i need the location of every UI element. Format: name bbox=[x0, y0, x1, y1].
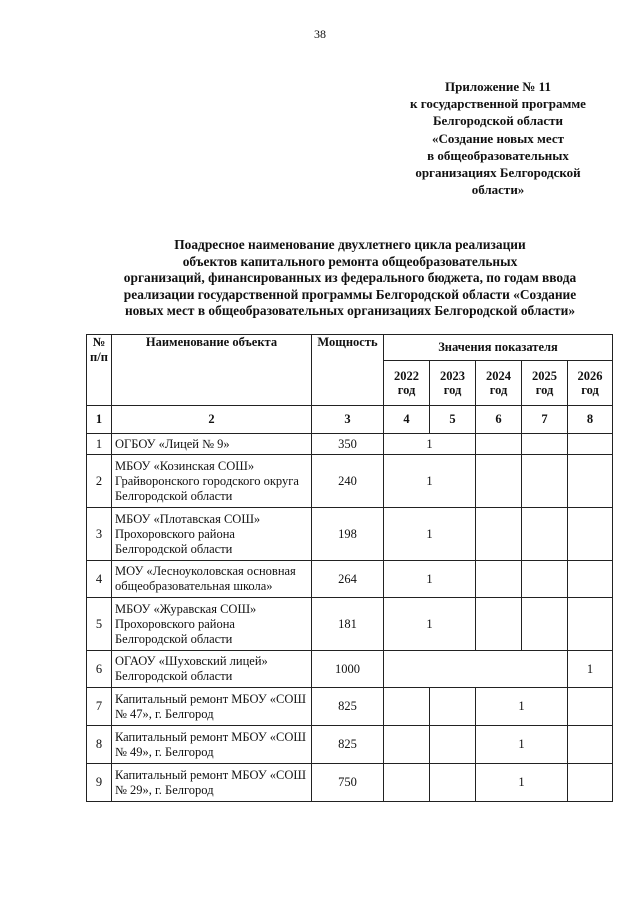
table-row bbox=[87, 508, 613, 561]
year-unit: год bbox=[397, 383, 416, 397]
appendix-line: в общеобразовательных bbox=[427, 147, 569, 163]
title-line: организаций, финансированных из федерального бюджета, по годам ввода bbox=[123, 270, 577, 286]
value-2022-2023: 1 bbox=[384, 434, 476, 455]
column-numbers-row bbox=[87, 406, 613, 434]
year-unit: год bbox=[489, 383, 508, 397]
year-label: 2022 bbox=[394, 369, 419, 383]
header-num: № п/п bbox=[87, 335, 112, 406]
empty-cell bbox=[568, 598, 613, 651]
appendix-line: Приложение № 11 bbox=[445, 79, 551, 94]
value-2024-2025: 1 bbox=[476, 764, 568, 802]
row-num: 9 bbox=[87, 764, 112, 802]
capacity: 240 bbox=[312, 455, 384, 508]
row-num: 7 bbox=[87, 688, 112, 726]
row-num: 6 bbox=[87, 651, 112, 688]
value-2022-2023: 1 bbox=[384, 455, 476, 508]
header-name: Наименование объекта bbox=[112, 335, 312, 406]
header-year-2026 bbox=[568, 361, 613, 406]
empty-cell bbox=[430, 726, 476, 764]
objects-table bbox=[86, 334, 613, 802]
column-number: 3 bbox=[312, 406, 384, 434]
value-2022-2023: 1 bbox=[384, 561, 476, 598]
column-number: 6 bbox=[476, 406, 522, 434]
table-row bbox=[87, 434, 613, 455]
document-title bbox=[100, 237, 600, 320]
value-2022-2023: 1 bbox=[384, 598, 476, 651]
empty-cell bbox=[476, 561, 522, 598]
object-name: Капитальный ремонт МБОУ «СОШ № 49», г. Белгород bbox=[112, 726, 312, 764]
object-name: МОУ «Лесноуколовская основная общеобразовательная школа» bbox=[112, 561, 312, 598]
table-row bbox=[87, 598, 613, 651]
column-number: 5 bbox=[430, 406, 476, 434]
capacity: 181 bbox=[312, 598, 384, 651]
empty-cell bbox=[384, 726, 430, 764]
object-name: МБОУ «Плотавская СОШ» Прохоровского района Белгородской области bbox=[112, 508, 312, 561]
value-2022-2023: 1 bbox=[384, 508, 476, 561]
object-name: Капитальный ремонт МБОУ «СОШ № 47», г. Белгород bbox=[112, 688, 312, 726]
header-year-2023 bbox=[430, 361, 476, 406]
empty-cell bbox=[522, 455, 568, 508]
header-row bbox=[87, 335, 613, 361]
row-num: 4 bbox=[87, 561, 112, 598]
value-2024-2025: 1 bbox=[476, 726, 568, 764]
empty-cell bbox=[522, 561, 568, 598]
header-capacity: Мощность bbox=[312, 335, 384, 406]
appendix-line: организациях Белгородской bbox=[415, 165, 581, 181]
table-row bbox=[87, 455, 613, 508]
table-row bbox=[87, 726, 613, 764]
empty-cell bbox=[476, 455, 522, 508]
row-num: 1 bbox=[87, 434, 112, 455]
column-number: 8 bbox=[568, 406, 613, 434]
empty-cell bbox=[522, 434, 568, 455]
title-line: Поадресное наименование двухлетнего цикла реализации bbox=[174, 237, 526, 252]
capacity: 350 bbox=[312, 434, 384, 455]
appendix-line: к государственной программе bbox=[410, 96, 586, 112]
capacity: 264 bbox=[312, 561, 384, 598]
header-year-2022 bbox=[384, 361, 430, 406]
title-line: объектов капитального ремонта общеобразовательных bbox=[182, 253, 518, 269]
empty-cell bbox=[430, 688, 476, 726]
row-num: 5 bbox=[87, 598, 112, 651]
capacity: 825 bbox=[312, 688, 384, 726]
year-unit: год bbox=[535, 383, 554, 397]
empty-cell bbox=[476, 434, 522, 455]
title-line: новых мест в общеобразовательных организациях Белгородской области» bbox=[124, 303, 576, 319]
empty-cell bbox=[476, 598, 522, 651]
table-row bbox=[87, 688, 613, 726]
object-name: ОГАОУ «Шуховский лицей» Белгородской области bbox=[112, 651, 312, 688]
year-label: 2026 bbox=[577, 369, 603, 383]
object-name: МБОУ «Козинская СОШ» Грайворонского городского округа Белгородской области bbox=[112, 455, 312, 508]
appendix-line: области» bbox=[471, 182, 525, 198]
object-name: Капитальный ремонт МБОУ «СОШ № 29», г. Белгород bbox=[112, 764, 312, 802]
empty-cell bbox=[568, 455, 613, 508]
empty-cell bbox=[568, 508, 613, 561]
empty-cell bbox=[384, 764, 430, 802]
column-number: 2 bbox=[112, 406, 312, 434]
title-line: реализации государственной программы Белгородской области «Создание bbox=[123, 286, 577, 302]
object-name: МБОУ «Журавская СОШ» Прохоровского района Белгородской области bbox=[112, 598, 312, 651]
empty-cell bbox=[568, 561, 613, 598]
empty-cell bbox=[568, 434, 613, 455]
value-2024-2025: 1 bbox=[476, 688, 568, 726]
page-number: 38 bbox=[314, 27, 326, 41]
row-num: 8 bbox=[87, 726, 112, 764]
header-year-2024 bbox=[476, 361, 522, 406]
header-year-2025 bbox=[522, 361, 568, 406]
column-number: 4 bbox=[384, 406, 430, 434]
column-number: 7 bbox=[522, 406, 568, 434]
value-2026: 1 bbox=[568, 651, 613, 688]
table-row bbox=[87, 651, 613, 688]
empty-cell bbox=[522, 508, 568, 561]
row-num: 3 bbox=[87, 508, 112, 561]
year-unit: год bbox=[443, 383, 462, 397]
empty-cell bbox=[476, 508, 522, 561]
table-row bbox=[87, 561, 613, 598]
year-label: 2024 bbox=[486, 369, 511, 383]
capacity: 198 bbox=[312, 508, 384, 561]
empty-cell bbox=[430, 764, 476, 802]
header-values: Значения показателя bbox=[384, 335, 613, 361]
object-name: ОГБОУ «Лицей № 9» bbox=[112, 434, 312, 455]
empty-cell bbox=[522, 598, 568, 651]
empty-cell bbox=[384, 688, 430, 726]
empty-cell bbox=[384, 651, 568, 688]
year-label: 2025 bbox=[532, 369, 557, 383]
capacity: 750 bbox=[312, 764, 384, 802]
empty-cell bbox=[568, 726, 613, 764]
empty-cell bbox=[568, 688, 613, 726]
column-number: 1 bbox=[87, 406, 112, 434]
year-unit: год bbox=[581, 383, 599, 397]
row-num: 2 bbox=[87, 455, 112, 508]
appendix-line: «Создание новых мест bbox=[432, 130, 564, 146]
appendix-line: Белгородской области bbox=[432, 113, 564, 129]
capacity: 1000 bbox=[312, 651, 384, 688]
capacity: 825 bbox=[312, 726, 384, 764]
appendix-block bbox=[392, 78, 604, 198]
empty-cell bbox=[568, 764, 613, 802]
table-row bbox=[87, 764, 613, 802]
year-label: 2023 bbox=[440, 369, 465, 383]
